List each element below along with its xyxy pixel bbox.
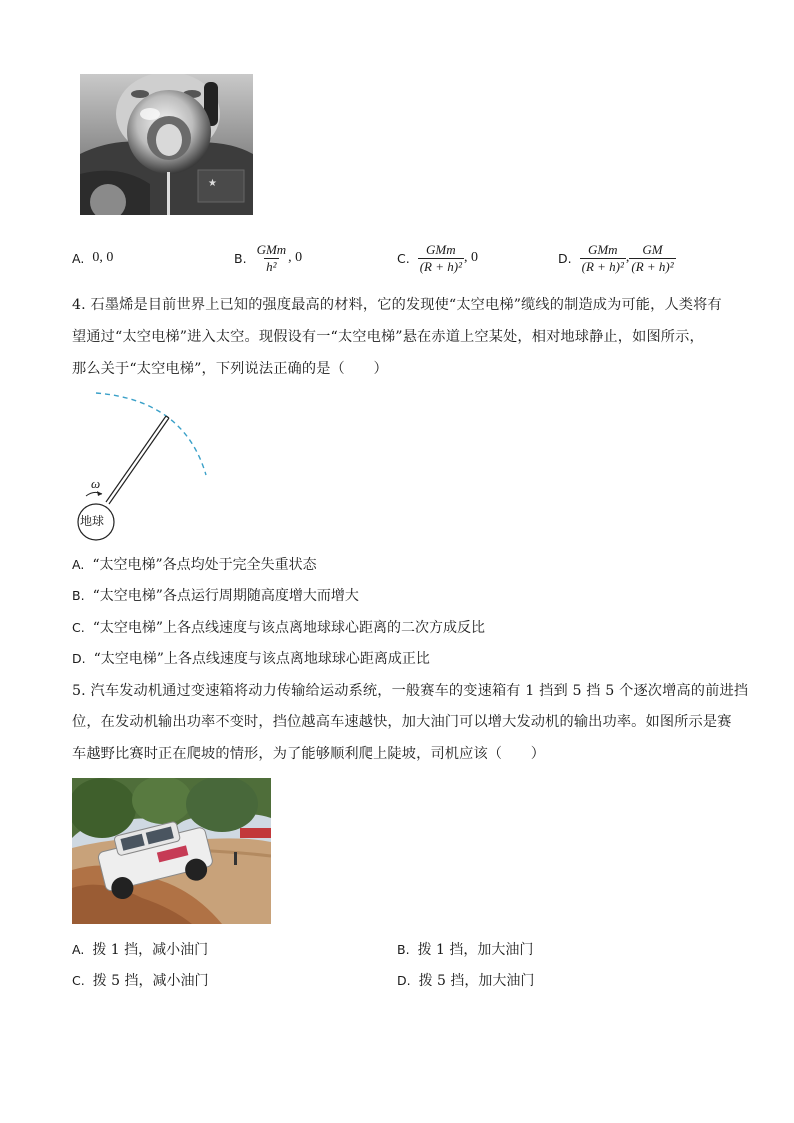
q3-option-d-denominator-1: (R + h)² xyxy=(581,258,624,274)
q5-option-d-text: 拨 5 挡，加大油门 xyxy=(418,973,535,989)
astronaut-water-ball-photo xyxy=(80,74,253,215)
q5-option-a[interactable] xyxy=(72,940,208,960)
q3-option-d-fraction-1 xyxy=(580,243,626,274)
q3-option-c-label: C. xyxy=(397,250,410,266)
q3-option-d[interactable] xyxy=(558,238,676,278)
q3-option-a[interactable] xyxy=(72,238,113,278)
q4-stem-line-1: 4. 石墨烯是目前世界上已知的强度最高的材料，它的发现使“太空电梯”缆线的制造成为可能，人类将有 xyxy=(72,297,722,313)
earth-label: 地球 xyxy=(80,514,105,528)
q4-stem-line-2: 望通过“太空电梯”进入太空。现假设有一“太空电梯”悬在赤道上空某处，相对地球静止，如图所示， xyxy=(72,329,704,345)
q5-option-b-label: B. xyxy=(397,942,410,957)
q5-option-c[interactable] xyxy=(72,971,209,991)
q3-option-b[interactable] xyxy=(234,238,302,278)
q3-option-d-fraction-2 xyxy=(629,243,675,274)
q4-option-c-label: C. xyxy=(72,620,85,635)
q3-option-c-numerator: GMm xyxy=(426,241,456,257)
q3-option-b-fraction xyxy=(255,243,289,274)
q4-option-a-text: “太空电梯”各点均处于完全失重状态 xyxy=(92,557,317,573)
q5-stem-line-1: 5. 汽车发动机通过变速箱将动力传输给运动系统，一般赛车的变速箱有 1 挡到 5 挡 5 个逐次增高的前进挡 xyxy=(72,683,749,699)
q5-option-d-label: D. xyxy=(397,973,411,988)
elevator-cable xyxy=(106,416,166,502)
q4-option-d-label: D. xyxy=(72,651,86,666)
q3-option-d-numerator-2: GM xyxy=(642,241,663,257)
q3-option-c-tail: , 0 xyxy=(463,250,478,265)
omega-label: ω xyxy=(91,476,101,491)
q3-option-b-tail: , 0 xyxy=(288,250,303,265)
q5-option-b-text: 拨 1 挡，加大油门 xyxy=(417,942,534,958)
svg-text:★: ★ xyxy=(208,178,217,189)
q5-option-b[interactable] xyxy=(397,940,533,960)
q5-stem-line-3: 车越野比赛时正在爬坡的情形，为了能够顺利爬上陡坡，司机应该（ ） xyxy=(72,746,546,762)
q3-option-d-numerator-1: GMm xyxy=(587,241,618,257)
astronaut-water-ball-illustration xyxy=(80,74,253,215)
q3-option-c[interactable] xyxy=(397,238,478,278)
orbit-arc xyxy=(96,393,206,475)
space-elevator-figure xyxy=(72,390,212,542)
q3-option-b-denominator: h² xyxy=(266,258,277,274)
q4-option-d[interactable] xyxy=(72,649,430,669)
q4-option-a[interactable] xyxy=(72,555,317,575)
offroad-car-photo xyxy=(72,778,271,924)
q3-option-b-numerator: GMm xyxy=(256,241,287,257)
q4-option-d-text: “太空电梯”上各点线速度与该点离地球球心距离成正比 xyxy=(93,651,430,667)
q4-option-b-label: B. xyxy=(72,588,85,603)
q4-option-c[interactable] xyxy=(72,618,485,638)
q5-option-c-text: 拨 5 挡，减小油门 xyxy=(92,973,209,989)
q5-stem-line-2: 位，在发动机输出功率不变时，挡位越高车速越快，加大油门可以增大发动机的输出功率。如图所示是赛 xyxy=(72,714,732,730)
q3-option-d-label: D. xyxy=(558,250,572,266)
q4-option-b-text: “太空电梯”各点运行周期随高度增大而增大 xyxy=(92,588,359,604)
q4-stem-line-3: 那么关于“太空电梯”，下列说法正确的是（ ） xyxy=(72,361,388,377)
q5-option-c-label: C. xyxy=(72,973,85,988)
offroad-car-illustration xyxy=(72,778,271,924)
q4-option-c-text: “太空电梯”上各点线速度与该点离地球球心距离的二次方成反比 xyxy=(92,620,486,636)
q5-option-a-label: A. xyxy=(72,942,85,957)
q3-option-b-label: B. xyxy=(234,250,247,266)
q4-option-b[interactable] xyxy=(72,586,359,606)
q5-option-d[interactable] xyxy=(397,971,534,991)
q4-option-a-label: A. xyxy=(72,557,85,572)
q3-option-a-value: 0, 0 xyxy=(92,250,114,265)
q3-option-d-denominator-2: (R + h)² xyxy=(631,258,674,274)
q3-option-a-label: A. xyxy=(72,250,85,266)
q5-option-a-text: 拨 1 挡，减小油门 xyxy=(92,942,209,958)
q3-option-c-fraction xyxy=(418,243,464,274)
q3-option-d-separator: , xyxy=(625,250,630,265)
q3-option-c-denominator: (R + h)² xyxy=(419,258,462,274)
